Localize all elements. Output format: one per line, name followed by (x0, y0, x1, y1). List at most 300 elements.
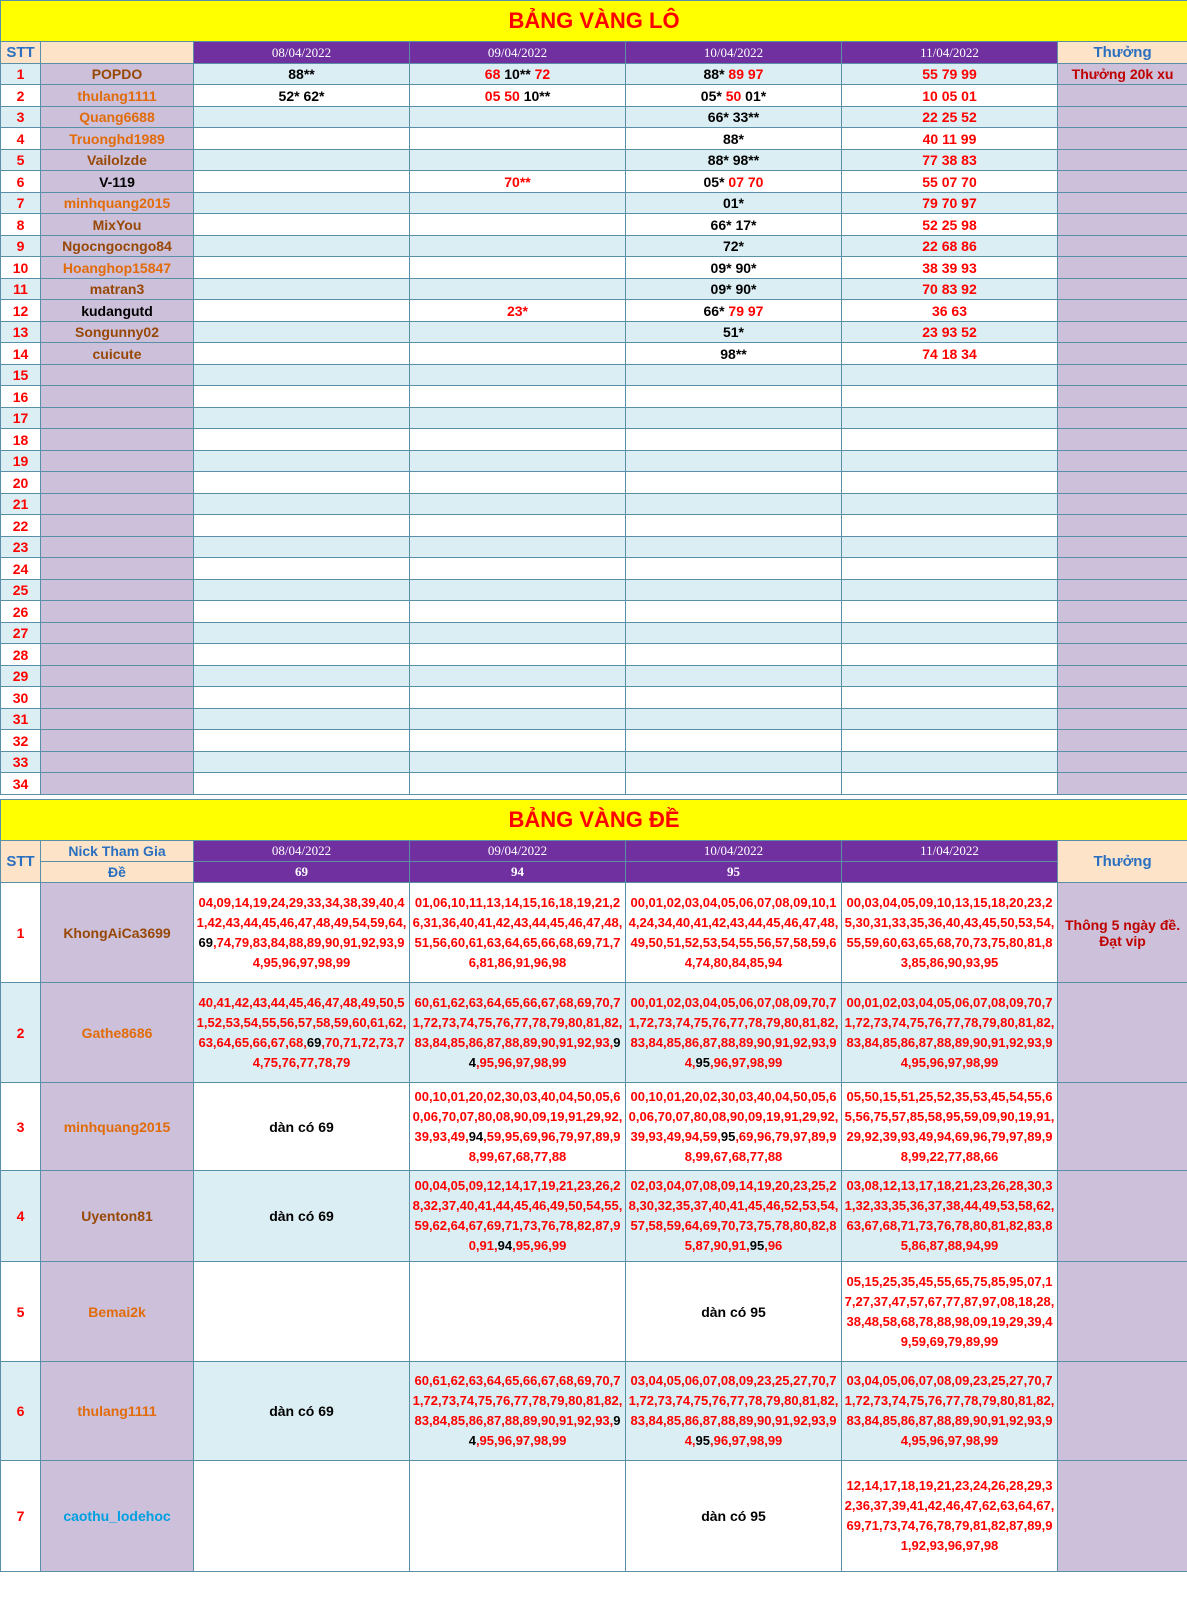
lo-prediction-cell (194, 494, 410, 515)
lo-row (1, 300, 1187, 322)
lo-prediction-cell (842, 236, 1058, 257)
lo-prediction-cell (842, 494, 1058, 515)
lo-prediction-cell (194, 623, 410, 644)
number-segment: 79 70 97 (922, 195, 977, 211)
number-segment: 69 (198, 934, 213, 950)
lo-row (1, 171, 1187, 193)
lo-prediction-cell (194, 408, 410, 429)
number-segment: 22 68 86 (922, 238, 977, 254)
de-row (1, 883, 1187, 983)
number-segment: 52 25 98 (922, 216, 977, 233)
lo-prediction-cell (842, 472, 1058, 494)
row-number: 17 (1, 408, 41, 429)
lo-prediction-cell (626, 322, 842, 343)
lo-row (1, 730, 1187, 752)
row-number: 1 (1, 883, 41, 983)
de-number-set-cell (410, 1262, 626, 1362)
lo-prediction-cell (842, 451, 1058, 472)
lo-row (1, 687, 1187, 709)
lo-prediction-cell (410, 730, 626, 752)
number-segment: ,69,96,79,97,89,98,99,67,68,77,88 (684, 1128, 837, 1164)
lo-prediction-cell (626, 343, 842, 365)
number-segment: 60,61,62,63,64,65,66,67,68,69,70,71,72,73,74,75,76,77,78,79,80,81,82,83,84,85,86,87,88,89,90,91,92,93, (412, 1373, 623, 1428)
de-number-set-cell (410, 883, 626, 983)
lo-prediction-cell (842, 666, 1058, 687)
lo-prediction-cell (410, 343, 626, 365)
row-number: 2 (1, 983, 41, 1083)
number-segment: ,96,97,98,99 (710, 1433, 783, 1448)
player-nick: caothu_lodehoc (41, 1461, 194, 1572)
de-number-set-cell (410, 983, 626, 1083)
row-number: 19 (1, 451, 41, 472)
reward-cell (1058, 279, 1187, 300)
de-number-set-cell (410, 1083, 626, 1171)
reward-cell (1058, 623, 1187, 644)
reward-cell (1058, 451, 1187, 472)
de-thuong-header: Thưởng (1058, 841, 1187, 883)
lo-prediction-cell (626, 666, 842, 687)
number-segment: 23 93 52 (922, 324, 977, 340)
player-nick: KhongAiCa3699 (41, 883, 194, 983)
de-date-header: 11/04/2022 (842, 841, 1058, 862)
lo-prediction-cell (626, 623, 842, 644)
number-segment: 10** (523, 87, 551, 104)
lo-row (1, 128, 1187, 150)
de-row (1, 1262, 1187, 1362)
row-number: 10 (1, 257, 41, 279)
row-number: 15 (1, 365, 41, 386)
de-number-set-cell (194, 883, 410, 983)
lo-prediction-cell (410, 128, 626, 150)
lo-prediction-cell (626, 171, 842, 193)
lo-prediction-cell (842, 752, 1058, 773)
lo-prediction-cell (842, 644, 1058, 666)
number-segment: 38 39 93 (922, 259, 977, 276)
player-nick: POPDO (41, 64, 194, 85)
lo-prediction-cell (194, 107, 410, 128)
lo-prediction-cell (194, 537, 410, 558)
lo-prediction-cell (410, 257, 626, 279)
lo-prediction-cell (410, 537, 626, 558)
player-nick: thulang1111 (41, 85, 194, 107)
player-nick (41, 558, 194, 580)
number-segment: 88* (703, 66, 725, 82)
lo-row (1, 279, 1187, 300)
lo-prediction-cell (842, 408, 1058, 429)
de-result-value: 95 (626, 862, 842, 883)
lo-prediction-cell (410, 279, 626, 300)
lo-prediction-cell (410, 494, 626, 515)
lo-prediction-cell (842, 687, 1058, 709)
row-number: 22 (1, 515, 41, 537)
de-row (1, 983, 1187, 1083)
number-segment: 40 11 99 (922, 130, 977, 147)
lo-prediction-cell (626, 128, 842, 150)
de-row (1, 1171, 1187, 1262)
number-segment: dàn có 69 (269, 1118, 334, 1135)
lo-prediction-cell (410, 623, 626, 644)
lo-prediction-cell (410, 644, 626, 666)
lo-prediction-cell (410, 408, 626, 429)
number-segment: 05,15,25,35,45,55,65,75,85,95,07,17,27,37,47,57,67,77,87,97,08,18,28,38,48,58,68,78,88,98,09,19,29,39,49,59,69,79,89,99 (844, 1273, 1055, 1349)
lo-prediction-cell (626, 580, 842, 601)
player-nick: matran3 (41, 279, 194, 300)
de-number-set-cell (842, 1171, 1058, 1262)
number-segment: dàn có 69 (269, 1208, 334, 1224)
lo-prediction-cell (626, 644, 842, 666)
number-segment: 79 97 (724, 302, 764, 319)
player-nick: minhquang2015 (41, 193, 194, 214)
number-segment: 05* (703, 173, 725, 190)
number-segment: 69 (306, 1034, 322, 1050)
lo-prediction-cell (194, 386, 410, 408)
lo-prediction-cell (410, 773, 626, 795)
de-number-set-cell (842, 1362, 1058, 1461)
player-nick (41, 623, 194, 644)
reward-cell (1058, 601, 1187, 623)
number-segment: 00,01,02,03,04,05,06,07,08,09,70,71,72,73,74,75,76,77,78,79,80,81,82,83,84,85,86,87,88,89,90,91,92,93,94,95,96,97,98,99 (844, 994, 1055, 1070)
lo-prediction-cell (410, 666, 626, 687)
number-segment: 95 (695, 1433, 710, 1448)
reward-cell: Thông 5 ngày đề. Đạt vip (1058, 883, 1187, 983)
lo-prediction-cell (842, 107, 1058, 128)
number-segment: 10 05 01 (922, 87, 977, 104)
de-result-value: 69 (194, 862, 410, 883)
lo-thuong-header: Thưởng (1058, 42, 1187, 64)
number-segment: 22 25 52 (922, 109, 977, 125)
number-segment: ,95,96,97,98,99 (475, 1054, 567, 1070)
lo-prediction-cell (626, 279, 842, 300)
de-row (1, 1083, 1187, 1171)
player-nick (41, 429, 194, 451)
number-segment: dàn có 95 (701, 1508, 766, 1524)
lo-prediction-cell (194, 171, 410, 193)
lo-prediction-cell (626, 386, 842, 408)
number-segment: 94 (468, 1413, 621, 1448)
de-number-set-cell (194, 1461, 410, 1572)
reward-cell (1058, 1083, 1187, 1171)
lo-prediction-cell (626, 408, 842, 429)
row-number: 8 (1, 214, 41, 236)
number-segment: 00,10,01,20,02,30,03,40,04,50,05,60,06,70,07,80,08,90,09,19,91,29,92,39,93,49,94,59, (628, 1088, 839, 1144)
de-number-set-cell (626, 1083, 842, 1171)
de-number-set-cell (626, 883, 842, 983)
de-number-set-cell (626, 1262, 842, 1362)
lo-date-header: 11/04/2022 (842, 42, 1058, 64)
number-segment: 40,41,42,43,44,45,46,47,48,49,50,51,52,53,54,55,56,57,58,59,60,61,62,63,64,65,66,67,68, (196, 994, 407, 1050)
lo-prediction-cell (194, 558, 410, 580)
reward-cell (1058, 300, 1187, 322)
reward-cell (1058, 257, 1187, 279)
row-number: 28 (1, 644, 41, 666)
lo-prediction-cell (410, 429, 626, 451)
player-nick (41, 515, 194, 537)
row-number: 32 (1, 730, 41, 752)
lo-prediction-cell (842, 257, 1058, 279)
number-segment: 00,03,04,05,09,10,13,15,18,20,23,25,30,31,33,35,36,40,43,45,50,53,54,55,59,60,63,65,68,70,73,75,80,81,83,85,86,90,93,95 (844, 894, 1055, 970)
lo-row (1, 580, 1187, 601)
reward-cell (1058, 752, 1187, 773)
number-segment: 95 (720, 1128, 736, 1144)
number-segment: 74 18 34 (922, 345, 977, 362)
reward-cell (1058, 580, 1187, 601)
lo-prediction-cell (626, 494, 842, 515)
number-segment: ,74,79,83,84,88,89,90,91,92,93,94,95,96,97,98,99 (212, 934, 405, 970)
lo-prediction-cell (194, 236, 410, 257)
reward-cell (1058, 537, 1187, 558)
lo-date-header: 10/04/2022 (626, 42, 842, 64)
de-number-set-cell (410, 1461, 626, 1572)
lo-row (1, 494, 1187, 515)
lo-prediction-cell (194, 365, 410, 386)
reward-cell (1058, 1262, 1187, 1362)
lo-prediction-cell (842, 322, 1058, 343)
number-segment: 70 83 92 (922, 281, 977, 297)
lo-prediction-cell (410, 300, 626, 322)
lo-prediction-cell (194, 730, 410, 752)
lo-prediction-cell (194, 193, 410, 214)
player-nick (41, 601, 194, 623)
number-segment: 60,61,62,63,64,65,66,67,68,69,70,71,72,73,74,75,76,77,78,79,80,81,82,83,84,85,86,87,88,89,90,91,92,93, (412, 994, 623, 1050)
lo-prediction-cell (410, 709, 626, 730)
number-segment: 23* (506, 302, 529, 319)
lo-prediction-cell (410, 236, 626, 257)
lo-prediction-cell (626, 193, 842, 214)
lo-date-header: 09/04/2022 (410, 42, 626, 64)
lo-row (1, 601, 1187, 623)
row-number: 11 (1, 279, 41, 300)
player-nick: MixYou (41, 214, 194, 236)
row-number: 13 (1, 322, 41, 343)
lo-prediction-cell (842, 300, 1058, 322)
lo-prediction-cell (842, 601, 1058, 623)
number-segment: 70** (504, 173, 531, 190)
number-segment: 68 (484, 66, 505, 82)
number-segment: 00,04,05,09,12,14,17,19,21,23,26,28,32,37,40,41,44,45,46,49,50,54,55,59,62,64,67,69,71,73,76,78,82,87,90,91, (412, 1178, 623, 1253)
reward-cell (1058, 171, 1187, 193)
lo-row (1, 85, 1187, 107)
number-segment: 95 (695, 1054, 710, 1070)
row-number: 33 (1, 752, 41, 773)
reward-cell (1058, 85, 1187, 107)
row-number: 3 (1, 107, 41, 128)
lo-stt-header: STT (1, 42, 41, 64)
lo-prediction-cell (842, 386, 1058, 408)
reward-cell (1058, 408, 1187, 429)
lo-prediction-cell (194, 580, 410, 601)
player-nick: thulang1111 (41, 1362, 194, 1461)
de-result-label: Đề (41, 862, 194, 883)
lo-prediction-cell (626, 429, 842, 451)
lo-prediction-cell (626, 558, 842, 580)
lo-prediction-cell (626, 214, 842, 236)
de-nick-header: Nick Tham Gia (41, 841, 194, 862)
reward-cell (1058, 107, 1187, 128)
row-number: 34 (1, 773, 41, 795)
lo-row (1, 64, 1187, 85)
lo-row (1, 752, 1187, 773)
de-stt-header: STT (1, 841, 41, 883)
lo-row (1, 644, 1187, 666)
number-segment: 88* (722, 130, 745, 147)
lo-prediction-cell (410, 386, 626, 408)
lo-prediction-cell (626, 537, 842, 558)
lo-prediction-cell (626, 773, 842, 795)
lo-prediction-cell (842, 128, 1058, 150)
row-number: 27 (1, 623, 41, 644)
row-number: 7 (1, 1461, 41, 1572)
number-segment: 01* (741, 87, 767, 104)
lo-prediction-cell (410, 451, 626, 472)
player-nick: Gathe8686 (41, 983, 194, 1083)
number-segment: 55 07 70 (922, 173, 977, 190)
lo-row (1, 408, 1187, 429)
number-segment: 07 70 (724, 173, 764, 190)
lo-prediction-cell (842, 580, 1058, 601)
lo-prediction-cell (194, 472, 410, 494)
lo-prediction-cell (626, 365, 842, 386)
row-number: 5 (1, 150, 41, 171)
row-number: 24 (1, 558, 41, 580)
lo-prediction-cell (194, 515, 410, 537)
lo-prediction-cell (410, 85, 626, 107)
lo-prediction-cell (410, 580, 626, 601)
de-number-set-cell (626, 1171, 842, 1262)
lo-prediction-cell (626, 515, 842, 537)
lo-prediction-cell (410, 171, 626, 193)
row-number: 29 (1, 666, 41, 687)
lo-prediction-cell (410, 107, 626, 128)
number-segment: 50 (725, 87, 742, 104)
number-segment: 00,01,02,03,04,05,06,07,08,09,70,71,72,73,74,75,76,77,78,79,80,81,82,83,84,85,86,87,88,89,90,91,92,93,94, (628, 994, 839, 1070)
lo-prediction-cell (842, 515, 1058, 537)
player-nick (41, 580, 194, 601)
number-segment: 10** (504, 66, 531, 82)
lo-row (1, 322, 1187, 343)
de-number-set-cell (842, 883, 1058, 983)
lo-prediction-cell (194, 128, 410, 150)
de-row (1, 1362, 1187, 1461)
number-segment: 66* 33** (707, 109, 760, 125)
lo-row (1, 472, 1187, 494)
reward-cell (1058, 429, 1187, 451)
player-nick (41, 644, 194, 666)
row-number: 30 (1, 687, 41, 709)
player-nick: Quang6688 (41, 107, 194, 128)
de-date-header: 10/04/2022 (626, 841, 842, 862)
lo-prediction-cell (410, 515, 626, 537)
lo-prediction-cell (842, 730, 1058, 752)
lo-prediction-cell (626, 730, 842, 752)
player-nick: Songunny02 (41, 322, 194, 343)
lo-prediction-cell (194, 451, 410, 472)
reward-cell (1058, 558, 1187, 580)
lo-row (1, 558, 1187, 580)
player-nick (41, 408, 194, 429)
number-segment: 05* (700, 87, 726, 104)
number-segment: 36 63 (931, 302, 968, 319)
player-nick (41, 472, 194, 494)
number-segment: 94 (497, 1238, 513, 1253)
number-segment: 77 38 83 (922, 152, 977, 168)
lo-prediction-cell (194, 85, 410, 107)
lo-prediction-cell (410, 214, 626, 236)
lo-prediction-cell (410, 64, 626, 85)
player-nick (41, 752, 194, 773)
lo-row (1, 386, 1187, 408)
number-segment: 02,03,04,07,08,09,14,19,20,23,25,28,30,32,35,37,40,41,45,46,52,53,54,57,58,59,64,69,70,73,75,78,80,82,85,87,90,91, (628, 1178, 839, 1253)
row-number: 14 (1, 343, 41, 365)
lo-prediction-cell (194, 666, 410, 687)
lo-row (1, 193, 1187, 214)
lo-prediction-cell (842, 623, 1058, 644)
lo-prediction-cell (194, 322, 410, 343)
number-segment: 72* (722, 238, 745, 254)
reward-cell: Thưởng 20k xu (1058, 64, 1187, 85)
row-number: 5 (1, 1262, 41, 1362)
reward-cell (1058, 193, 1187, 214)
de-number-set-cell (842, 1262, 1058, 1362)
player-nick (41, 365, 194, 386)
row-number: 4 (1, 1171, 41, 1262)
lo-prediction-cell (410, 687, 626, 709)
lo-prediction-cell (194, 150, 410, 171)
lo-row (1, 623, 1187, 644)
number-segment: 51* (722, 324, 745, 340)
row-number: 20 (1, 472, 41, 494)
de-number-set-cell (842, 1461, 1058, 1572)
reward-cell (1058, 709, 1187, 730)
de-number-set-cell (194, 1262, 410, 1362)
player-nick (41, 451, 194, 472)
number-segment: 03,04,05,06,07,08,09,23,25,27,70,71,72,73,74,75,76,77,78,79,80,81,82,83,84,85,86,87,88,89,90,91,92,93,94, (628, 1373, 839, 1448)
row-number: 18 (1, 429, 41, 451)
de-result-value (842, 862, 1058, 883)
number-segment: ,59,95,69,96,79,97,89,98,99,67,68,77,88 (468, 1128, 621, 1164)
number-segment: 12,14,17,18,19,21,23,24,26,28,29,32,36,37,39,41,42,46,47,62,63,64,67,69,71,73,74,76,78,79,81,82,87,89,91,92,93,96,97,98 (844, 1478, 1055, 1553)
lo-prediction-cell (842, 193, 1058, 214)
de-number-set-cell (626, 1362, 842, 1461)
lo-prediction-cell (842, 64, 1058, 85)
row-number: 21 (1, 494, 41, 515)
lo-row (1, 709, 1187, 730)
player-nick: cuicute (41, 343, 194, 365)
lo-prediction-cell (626, 601, 842, 623)
row-number: 9 (1, 236, 41, 257)
reward-cell (1058, 730, 1187, 752)
lo-prediction-cell (626, 236, 842, 257)
number-segment: 89 97 (724, 66, 764, 82)
lo-prediction-cell (410, 150, 626, 171)
lo-title: BẢNG VÀNG LÔ (1, 1, 1187, 42)
lo-prediction-cell (194, 279, 410, 300)
lo-row (1, 214, 1187, 236)
number-segment: 03,04,05,06,07,08,09,23,25,27,70,71,72,73,74,75,76,77,78,79,80,81,82,83,84,85,86,87,88,89,90,91,92,93,94,95,96,97,98,99 (844, 1373, 1055, 1448)
lo-prediction-cell (194, 773, 410, 795)
lo-row (1, 365, 1187, 386)
number-segment: 05,50,15,51,25,52,35,53,45,54,55,65,56,75,57,85,58,95,59,09,90,19,91,29,92,39,93,49,94,69,96,79,97,89,98,99,22,77,88,66 (844, 1088, 1055, 1164)
number-segment: 55 79 99 (922, 66, 977, 82)
player-nick: Bemai2k (41, 1262, 194, 1362)
lo-prediction-cell (194, 709, 410, 730)
lo-prediction-cell (410, 472, 626, 494)
lo-prediction-cell (194, 644, 410, 666)
lo-row (1, 537, 1187, 558)
row-number: 31 (1, 709, 41, 730)
player-nick: Ngocngocngo84 (41, 236, 194, 257)
player-nick (41, 687, 194, 709)
lo-prediction-cell (842, 150, 1058, 171)
